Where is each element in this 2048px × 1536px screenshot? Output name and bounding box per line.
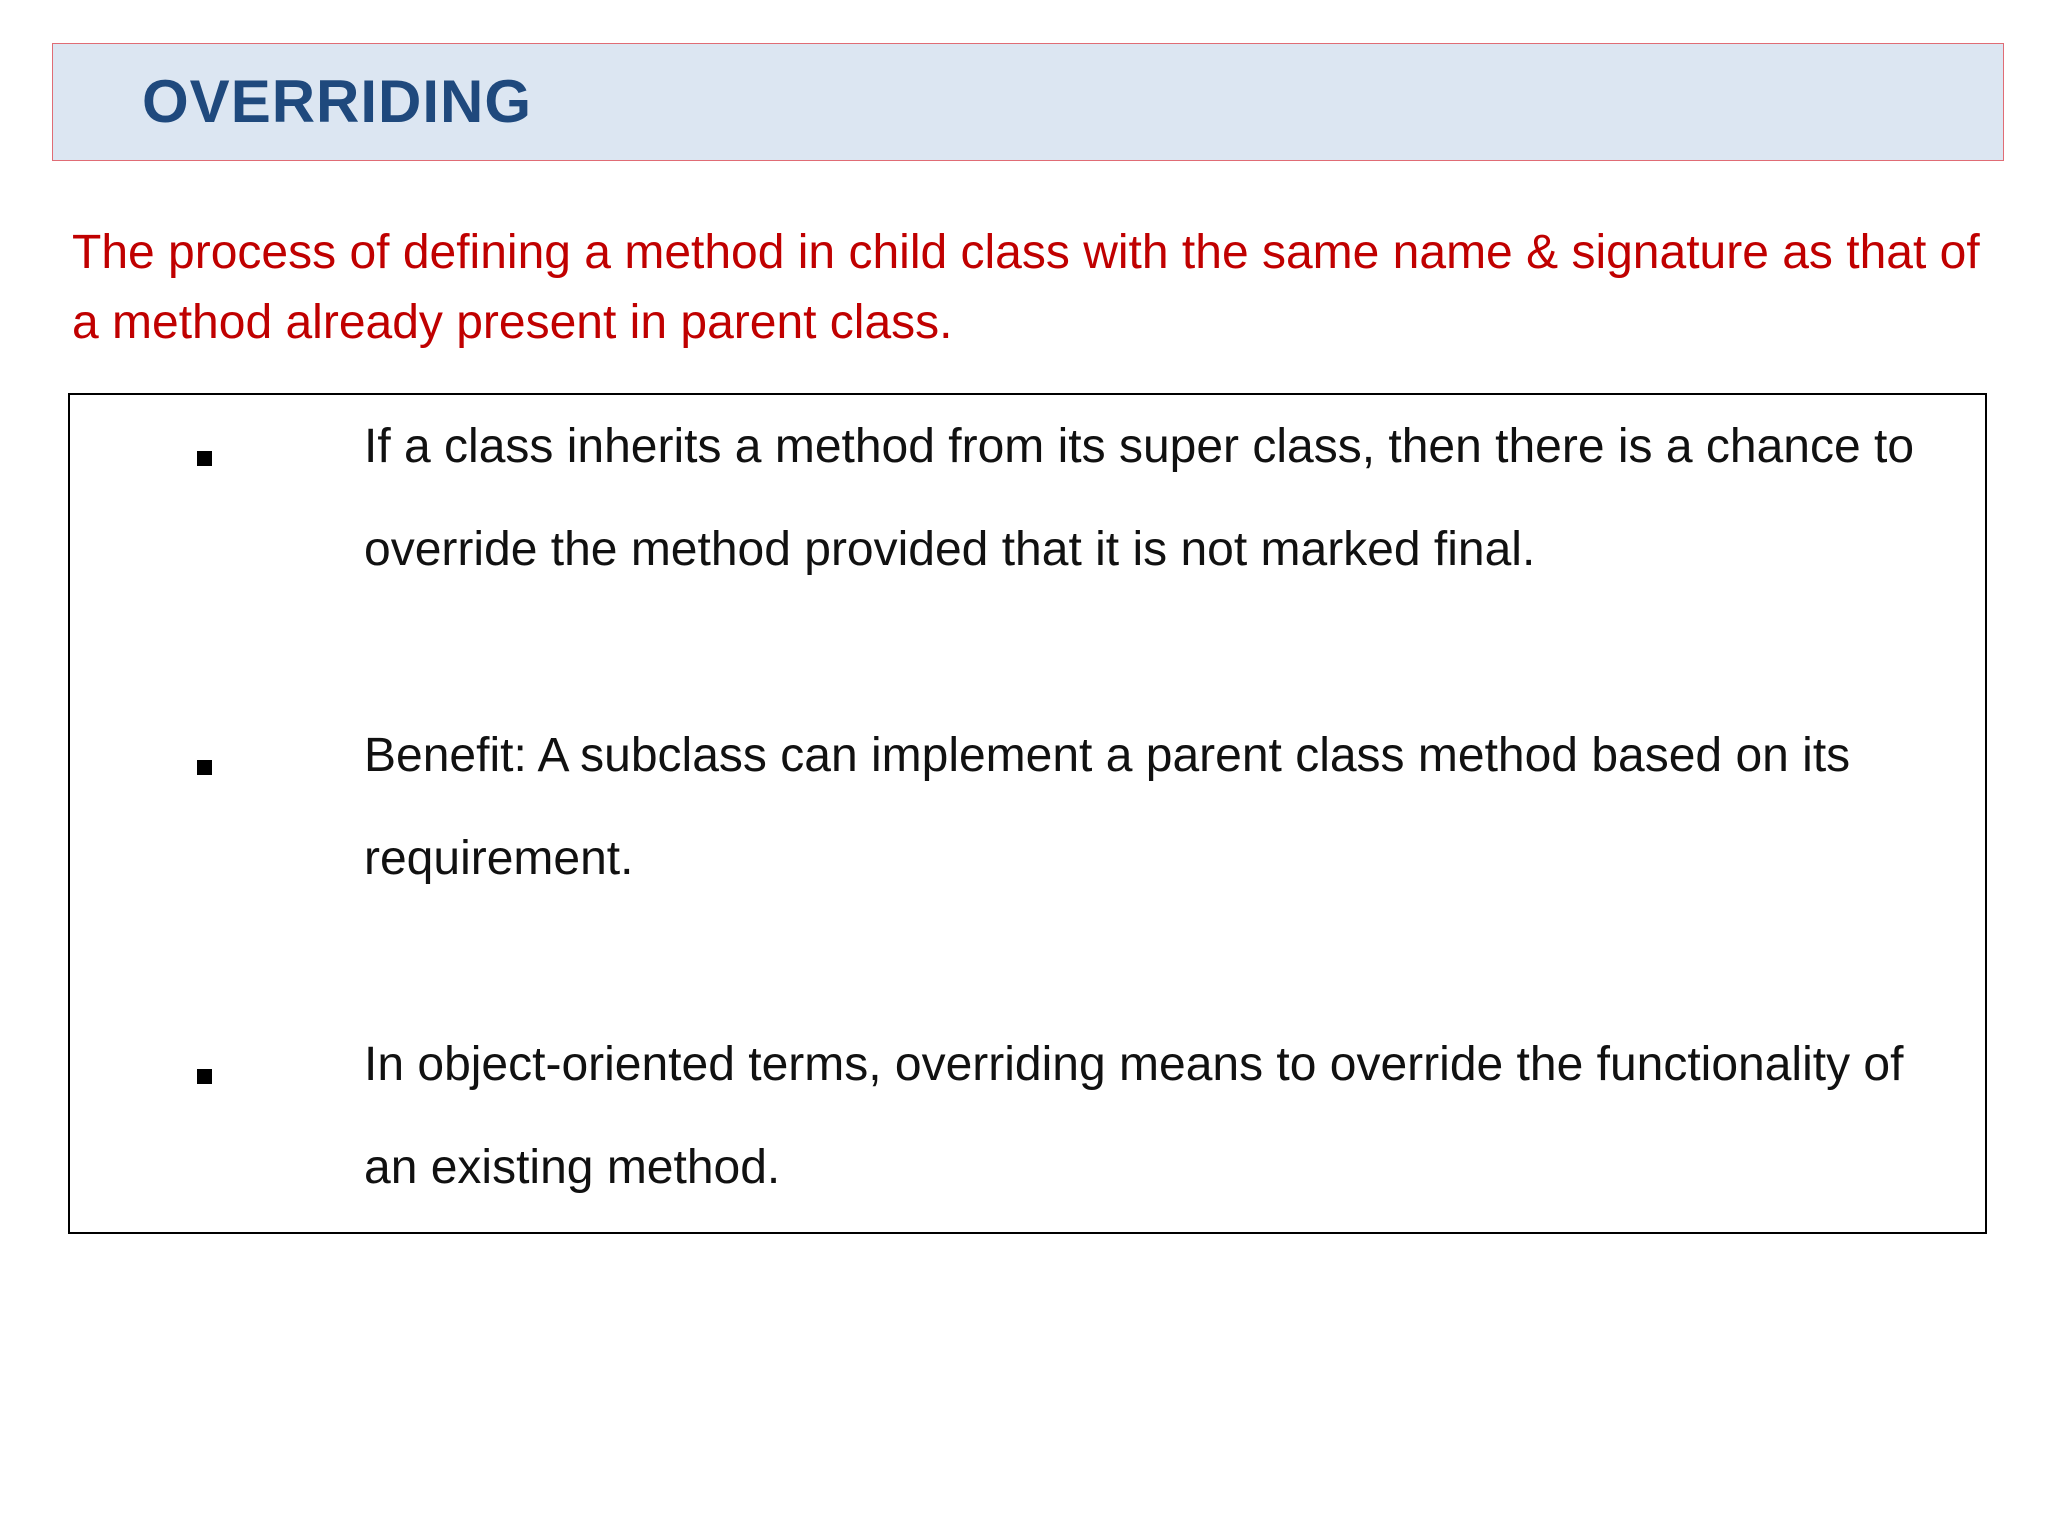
- square-bullet-icon: [197, 760, 212, 775]
- list-item-text: In object-oriented terms, overriding means to override the functionality of an existing method.: [364, 1038, 1904, 1194]
- square-bullet-icon: [197, 1069, 212, 1084]
- slide-title: OVERRIDING: [142, 68, 533, 135]
- list-item-text: If a class inherits a method from its super class, then there is a chance to override the method provided that it is not marked final.: [364, 420, 1915, 576]
- definition-text: The process of defining a method in child class with the same name & signature as that of a method already present in parent class.: [72, 226, 1980, 349]
- square-bullet-icon: [197, 451, 212, 466]
- bullet-list-box: [68, 393, 1987, 1234]
- list-item-text: Benefit: A subclass can implement a parent class method based on its requirement.: [364, 729, 1851, 885]
- title-bar: [52, 43, 2004, 161]
